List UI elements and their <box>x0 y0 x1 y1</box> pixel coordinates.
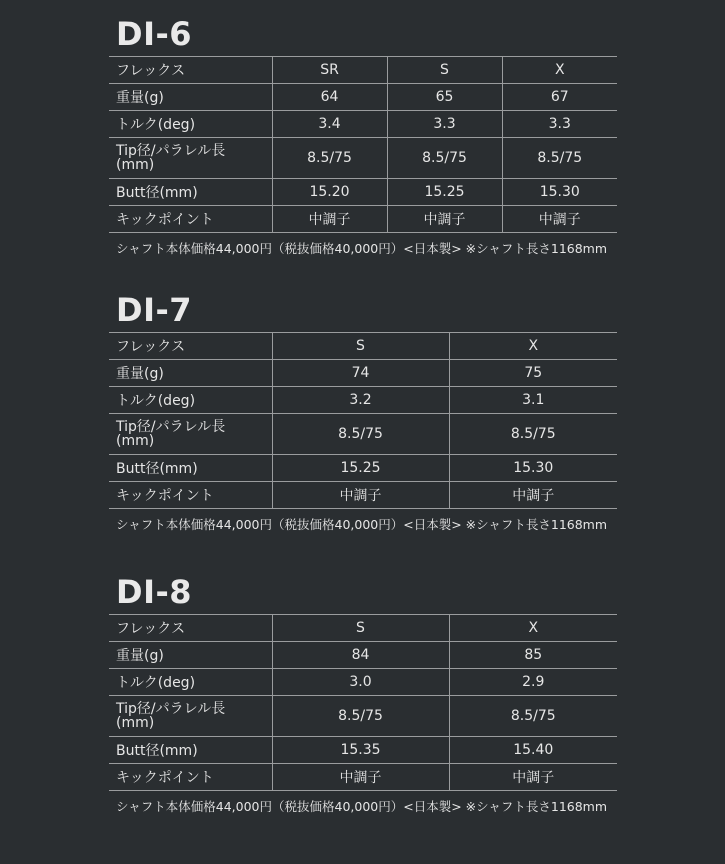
row-label-line2: (mm) <box>116 433 155 449</box>
cell-value: S <box>272 333 449 360</box>
row-label: 重量(g) <box>109 84 272 111</box>
row-flex <box>109 615 617 642</box>
cell-value: 8.5/75 <box>387 138 502 179</box>
spec-table <box>109 56 617 233</box>
model-title: DI-7 <box>116 291 193 329</box>
cell-value: 67 <box>502 84 617 111</box>
spec-block-di-8 <box>109 570 617 815</box>
cell-value: 8.5/75 <box>449 696 617 737</box>
row-label-line1: Tip径/パラレル長 <box>116 701 226 717</box>
row-label-line2: (mm) <box>116 715 155 731</box>
model-title: DI-6 <box>116 15 193 53</box>
cell-value: 中調子 <box>387 206 502 233</box>
cell-value: 15.25 <box>387 179 502 206</box>
cell-value: X <box>502 57 617 84</box>
cell-value: 84 <box>272 642 449 669</box>
row-kick <box>109 206 617 233</box>
row-label: フレックス <box>109 615 272 642</box>
row-torque <box>109 111 617 138</box>
row-tip <box>109 696 617 737</box>
cell-value: 8.5/75 <box>272 414 449 455</box>
spec-block-di-6 <box>109 12 617 257</box>
row-weight <box>109 642 617 669</box>
row-label: 重量(g) <box>109 360 272 387</box>
row-label <box>109 414 272 455</box>
cell-value: 65 <box>387 84 502 111</box>
price-footnote: シャフト本体価格44,000円（税抜価格40,000円）<日本製> ※シャフト長さ1168mm <box>116 517 608 532</box>
cell-value: X <box>449 615 617 642</box>
row-butt <box>109 737 617 764</box>
cell-value: 中調子 <box>272 206 387 233</box>
row-label: トルク(deg) <box>109 669 272 696</box>
price-footnote: シャフト本体価格44,000円（税抜価格40,000円）<日本製> ※シャフト長さ1168mm <box>116 241 608 256</box>
cell-value: SR <box>272 57 387 84</box>
cell-value: 74 <box>272 360 449 387</box>
row-kick <box>109 482 617 509</box>
cell-value: 15.20 <box>272 179 387 206</box>
cell-value: 3.4 <box>272 111 387 138</box>
row-label: Butt径(mm) <box>109 455 272 482</box>
row-flex <box>109 333 617 360</box>
cell-value: 15.25 <box>272 455 449 482</box>
row-kick <box>109 764 617 791</box>
cell-value: 15.40 <box>449 737 617 764</box>
cell-value: 15.30 <box>449 455 617 482</box>
cell-value: 3.0 <box>272 669 449 696</box>
cell-value: 64 <box>272 84 387 111</box>
cell-value: X <box>449 333 617 360</box>
cell-value: 3.2 <box>272 387 449 414</box>
cell-value: 8.5/75 <box>449 414 617 455</box>
cell-value: 3.1 <box>449 387 617 414</box>
row-flex <box>109 57 617 84</box>
row-label: キックポイント <box>109 206 272 233</box>
row-label: フレックス <box>109 57 272 84</box>
cell-value: 中調子 <box>449 764 617 791</box>
row-label: フレックス <box>109 333 272 360</box>
row-label: 重量(g) <box>109 642 272 669</box>
row-weight <box>109 84 617 111</box>
cell-value: 8.5/75 <box>272 138 387 179</box>
row-label: Butt径(mm) <box>109 179 272 206</box>
row-weight <box>109 360 617 387</box>
row-torque <box>109 669 617 696</box>
cell-value: S <box>272 615 449 642</box>
price-footnote: シャフト本体価格44,000円（税抜価格40,000円）<日本製> ※シャフト長さ1168mm <box>116 799 608 814</box>
row-label-line2: (mm) <box>116 157 155 173</box>
cell-value: 3.3 <box>502 111 617 138</box>
spec-table <box>109 614 617 791</box>
cell-value: 3.3 <box>387 111 502 138</box>
cell-value: S <box>387 57 502 84</box>
row-label <box>109 696 272 737</box>
model-title: DI-8 <box>116 573 193 611</box>
cell-value: 中調子 <box>272 482 449 509</box>
cell-value: 85 <box>449 642 617 669</box>
row-butt <box>109 455 617 482</box>
row-label: トルク(deg) <box>109 387 272 414</box>
row-label-line1: Tip径/パラレル長 <box>116 419 226 435</box>
cell-value: 中調子 <box>449 482 617 509</box>
cell-value: 15.35 <box>272 737 449 764</box>
cell-value: 8.5/75 <box>502 138 617 179</box>
row-butt <box>109 179 617 206</box>
row-label: Butt径(mm) <box>109 737 272 764</box>
cell-value: 中調子 <box>272 764 449 791</box>
row-label: キックポイント <box>109 764 272 791</box>
cell-value: 75 <box>449 360 617 387</box>
row-label: トルク(deg) <box>109 111 272 138</box>
row-tip <box>109 414 617 455</box>
row-label: キックポイント <box>109 482 272 509</box>
row-tip <box>109 138 617 179</box>
cell-value: 8.5/75 <box>272 696 449 737</box>
cell-value: 2.9 <box>449 669 617 696</box>
row-torque <box>109 387 617 414</box>
spec-table <box>109 332 617 509</box>
spec-block-di-7 <box>109 288 617 533</box>
row-label <box>109 138 272 179</box>
row-label-line1: Tip径/パラレル長 <box>116 143 226 159</box>
cell-value: 中調子 <box>502 206 617 233</box>
cell-value: 15.30 <box>502 179 617 206</box>
